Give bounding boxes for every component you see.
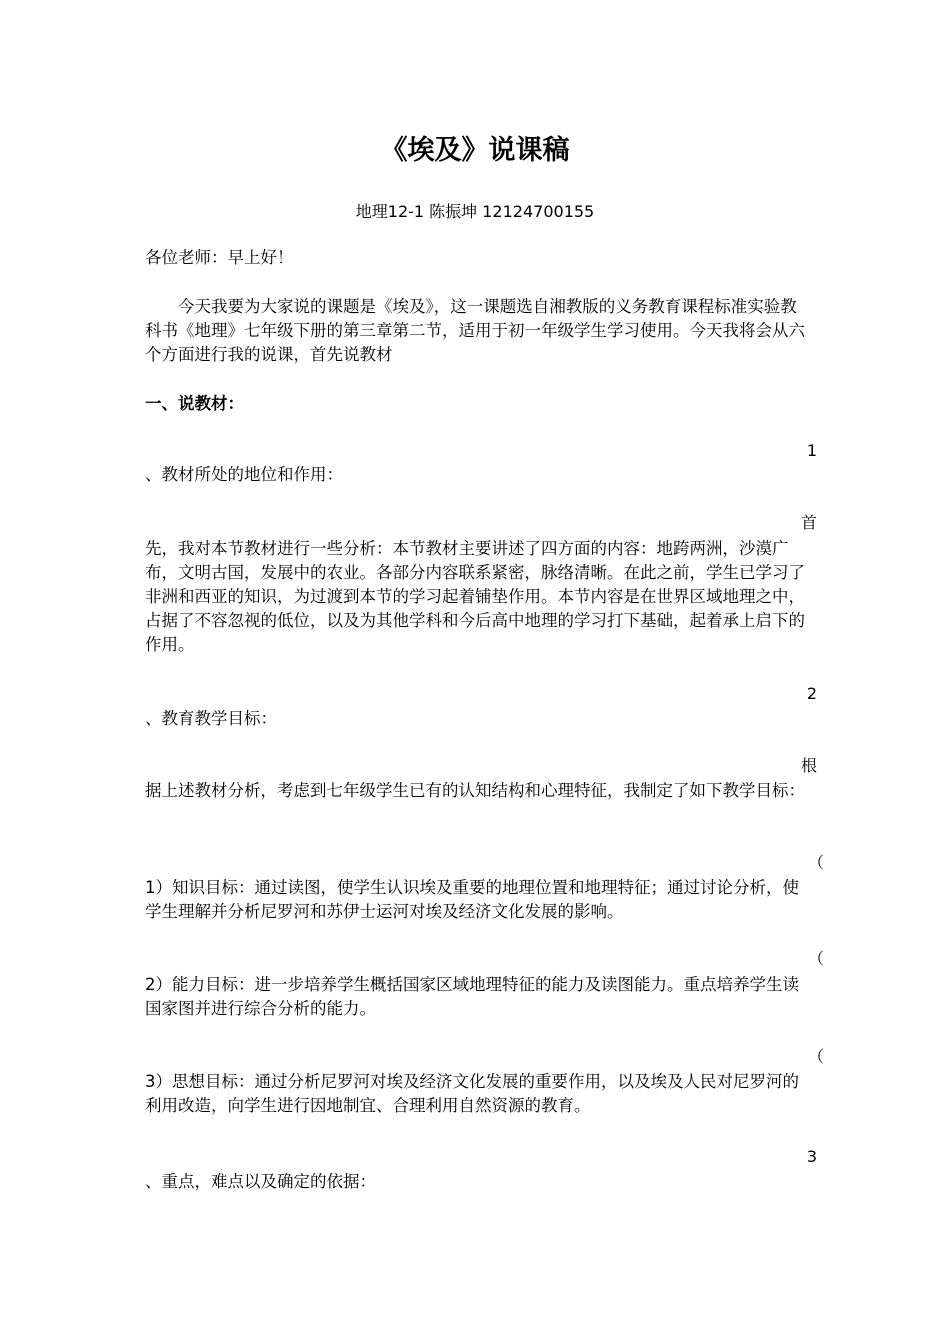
section-heading-textbook: 一、说教材：: [145, 394, 244, 413]
item2-heading: 、教育教学目标：: [145, 709, 277, 728]
goal2-body: 2）能力目标：进一步培养学生概括国家区域地理特征的能力及读图能力。重点培养学生读国家图并进行综合分析的能力。: [145, 975, 799, 1018]
item1-lead-char: 首: [800, 513, 817, 532]
item1-heading: 、教材所处的地位和作用：: [145, 465, 343, 484]
goal3-body: 3）思想目标：通过分析尼罗河对埃及经济文化发展的重要作用，以及埃及人民对尼罗河的利用改造，向学生进行因地制宜、合理利用自然资源的教育。: [145, 1072, 799, 1115]
item2-body: 据上述教材分析，考虑到七年级学生已有的认知结构和心理特征，我制定了如下教学目标：: [145, 781, 805, 800]
item1-body: 先，我对本节教材进行一些分析：本节教材主要讲述了四方面的内容：地跨两洲，沙漠广布，文明古国，发展中的农业。各部分内容联系紧密，脉络清晰。在此之前，学生已学习了非洲和西亚的知识，为过渡到本节的学习起着铺垫作用。本节内容是在世界区域地理之中，占据了不容忽视的低位，以及为其他学科和今后高中地理的学习打下基础，起着承上启下的作用。: [145, 539, 805, 654]
greeting: 各位老师：早上好！: [145, 248, 294, 267]
item3-heading: 、重点，难点以及确定的依据：: [145, 1172, 376, 1191]
goal1-body: 1）知识目标：通过读图，使学生认识埃及重要的地理位置和地理特征；通过讨论分析，使学生理解并分析尼罗河和苏伊士运河对埃及经济文化发展的影响。: [145, 878, 799, 921]
document-title: 《埃及》说课稿: [380, 135, 570, 166]
goal1-paren: （: [807, 853, 824, 872]
item3-number: 3: [806, 1147, 817, 1166]
item1-number: 1: [806, 441, 817, 460]
item2-number: 2: [806, 684, 817, 703]
author-line: 地理12-1 陈振坤 12124700155: [355, 202, 595, 221]
goal2-paren: （: [807, 949, 824, 968]
goal3-paren: （: [807, 1047, 824, 1066]
item2-lead-char: 根: [800, 756, 817, 775]
intro-paragraph: 今天我要为大家说的课题是《埃及》，这一课题选自湘教版的义务教育课程标准实验教科书《地理》七年级下册的第三章第二节，适用于初一年级学生学习使用。今天我将会从六个方面进行我的说课，首先说教材: [145, 297, 805, 364]
